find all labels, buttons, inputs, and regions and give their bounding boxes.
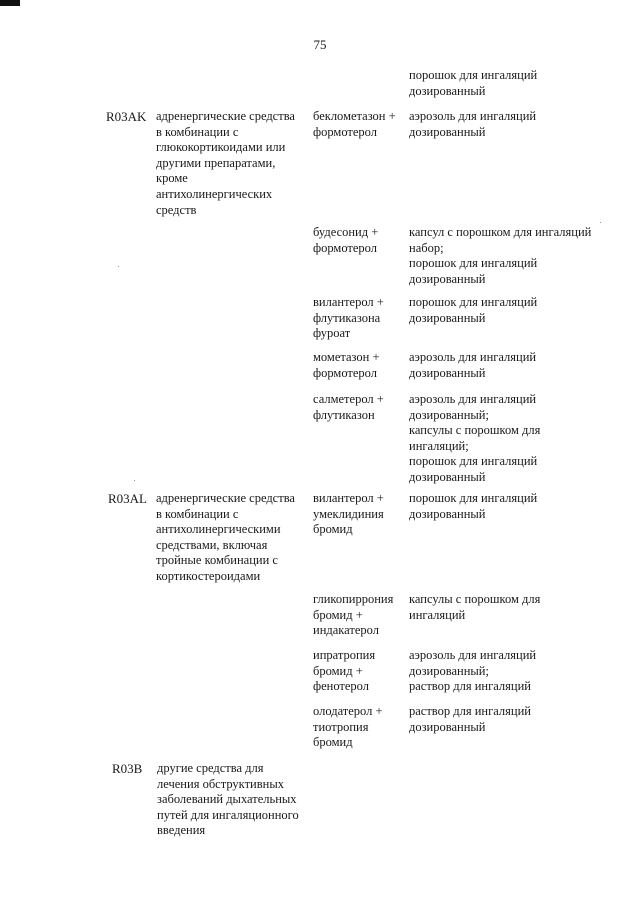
dosage-form: раствор для ингаляций дозированный — [409, 704, 531, 734]
atc-code: R03AL — [108, 491, 147, 506]
dosage-form: порошок для ингаляций дозированный — [409, 68, 538, 98]
dosage-form: капсулы с порошком для ингаляций — [409, 592, 541, 622]
dosage-form: аэрозоль для ингаляций дозированный — [409, 109, 537, 139]
drug-name: будесонид + формотерол — [313, 225, 379, 255]
dosage-form: капсул с порошком для ингаляций набор; порошок для ингаляций дозированный — [409, 225, 592, 286]
dosage-form: аэрозоль для ингаляций дозированный; раствор для ингаляций — [409, 648, 537, 694]
drug-name: ипратропия бромид + фенотерол — [313, 648, 376, 694]
group-description: адренергические средства в комбинации с глюкокортикоидами или другими препаратами, кроме антихолинергических средств — [156, 109, 295, 217]
dosage-form: аэрозоль для ингаляций дозированный; капсулы с порошком для ингаляций; порошок для ингаляций дозированный — [409, 392, 541, 484]
scan-speck — [600, 222, 601, 223]
scan-speck — [134, 480, 135, 481]
scan-speck — [118, 266, 119, 267]
page-number: 75 — [313, 37, 327, 52]
drug-name: вилантерол + флутиказона фуроат — [313, 295, 384, 341]
drug-name: мометазон + формотерол — [313, 350, 380, 380]
dosage-form: аэрозоль для ингаляций дозированный — [409, 350, 537, 380]
drug-name: салметерол + флутиказон — [313, 392, 384, 422]
scan-corner-mark — [0, 0, 20, 6]
atc-code: R03B — [112, 761, 143, 776]
group-description: другие средства для лечения обструктивных заболеваний дыхательных путей для ингаляционного введения — [157, 761, 299, 838]
drug-name: беклометазон + формотерол — [313, 109, 396, 139]
drug-name: гликопиррония бромид + индакатерол — [313, 592, 394, 638]
drug-name: олодатерол + тиотропия бромид — [313, 704, 383, 750]
dosage-form: порошок для ингаляций дозированный — [409, 295, 538, 325]
drug-name: вилантерол + умеклидиния бромид — [313, 491, 384, 537]
group-description: адренергические средства в комбинации с антихолинергическими средствами, включая тройные комбинации с кортикостероидами — [156, 491, 295, 583]
dosage-form: порошок для ингаляций дозированный — [409, 491, 538, 521]
atc-code: R03AK — [106, 109, 147, 124]
